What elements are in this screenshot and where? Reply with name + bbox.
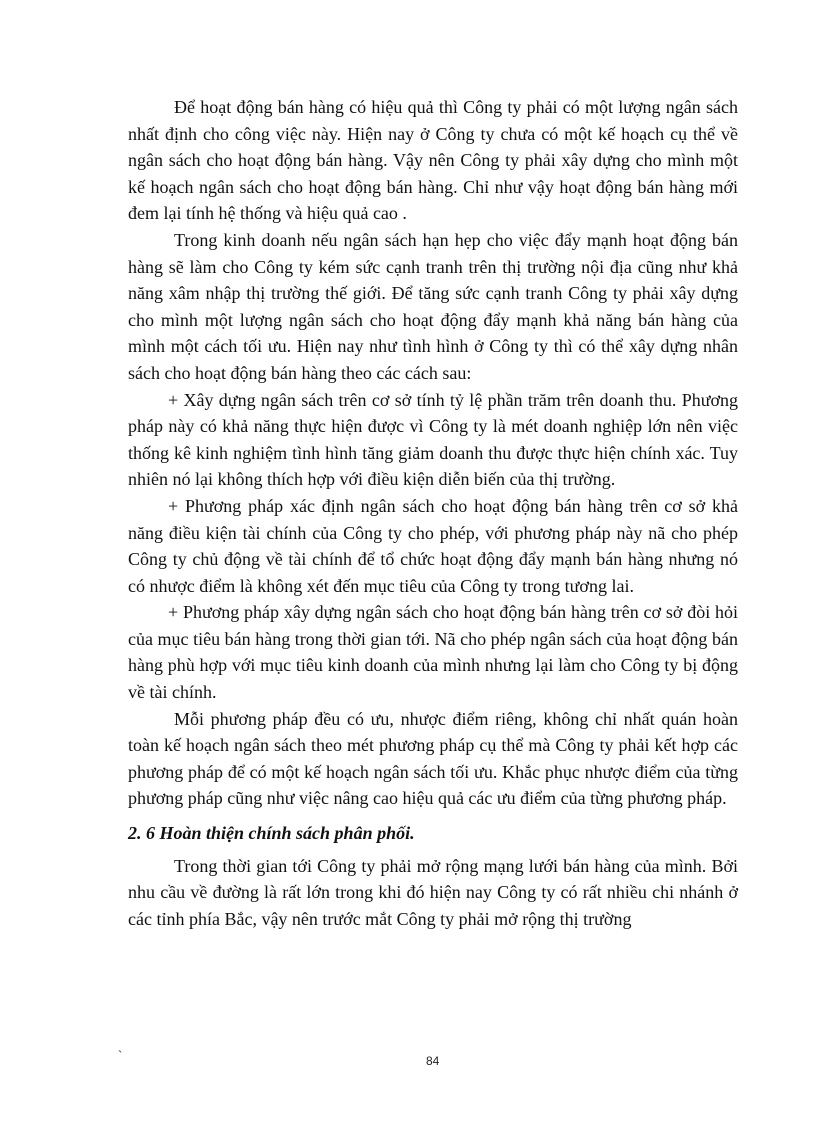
footer-mark: ` bbox=[118, 1048, 123, 1063]
paragraph-methods-summary: Mỗi phương pháp đều có ưu, nhược điểm riêng, không chỉ nhất quán hoàn toàn kế hoạch ngân sách theo mét phương pháp cụ thể mà Công ty phải kết hợp các phương pháp để có một kế hoạch ngân sách tối ưu. Khắc phục nhược điểm của từng phương pháp cũng như việc nâng cao hiệu quả các ưu điểm của từng phương pháp. bbox=[128, 708, 738, 809]
paragraph-budget-intro: Để hoạt động bán hàng có hiệu quả thì Công ty phải có một lượng ngân sách nhất định cho công việc này. Hiện nay ở Công ty chưa có một kế hoạch cụ thể về ngân sách cho hoạt động bán hàng. Vậy nên Công ty phải xây dựng cho mình một kế hoạch ngân sách cho hoạt động bán hàng. Chỉ như vậy hoạt động bán hàng mới đem lại tính hệ thống và hiệu quả cao . bbox=[128, 97, 738, 224]
paragraph-budget-competition: Trong kinh doanh nếu ngân sách hạn hẹp cho việc đẩy mạnh hoạt động bán hàng sẽ làm cho Công ty kém sức cạnh tranh trên thị trường nội địa cũng như khả năng xâm nhập thị trường thế giới. Để tăng sức cạnh tranh Công ty phải xây dựng cho mình một lượng ngân sách cho hoạt động đẩy mạnh khả năng bán hàng của mình một cách tối ưu. Hiện nay như tình hình ở Công ty thì có thể xây dựng nhân sách cho hoạt động bán hàng theo các cách sau: bbox=[128, 229, 738, 383]
paragraph-distribution-intro: Trong thời gian tới Công ty phải mở rộng mạng lưới bán hàng của mình. Bởi nhu cầu về đường là rất lớn trong khi đó hiện nay Công ty có rất nhiều chi nhánh ở các tỉnh phía Bắc, vậy nên trước mắt Công ty phải mở rộng thị trường bbox=[128, 855, 738, 929]
paragraph-method-sales-objective: + Phương pháp xây dựng ngân sách cho hoạt động bán hàng trên cơ sở đòi hỏi của mục tiêu bán hàng trong thời gian tới. Nã cho phép ngân sách của hoạt động bán hàng phù hợp với mục tiêu kinh doanh của mình nhưng lại làm cho Công ty bị động về tài chính. bbox=[128, 602, 738, 703]
paragraph-method-financial-capacity: + Phương pháp xác định ngân sách cho hoạt động bán hàng trên cơ sở khả năng điều kiện tài chính của Công ty cho phép, với phương pháp này nã cho phép Công ty chủ động về tài chính để tổ chức hoạt động đẩy mạnh bán hàng nhưng nó có nhược điểm là không xét đến mục tiêu của Công ty trong tương lai. bbox=[128, 495, 738, 596]
document-body bbox=[128, 94, 738, 932]
paragraph-method-revenue-percent: + Xây dựng ngân sách trên cơ sở tính tỷ lệ phần trăm trên doanh thu. Phương pháp này có khả năng thực hiện được vì Công ty là mét doanh nghiệp lớn nên việc thống kê kinh nghiệm tình hình tăng giảm doanh thu được thực hiện chính xác. Tuy nhiên nó lại không thích hợp với điều kiện diễn biến của thị trường. bbox=[128, 389, 738, 490]
page-number: 84 bbox=[426, 1054, 440, 1068]
section-heading: 2. 6 Hoàn thiện chính sách phân phối. bbox=[128, 823, 415, 844]
